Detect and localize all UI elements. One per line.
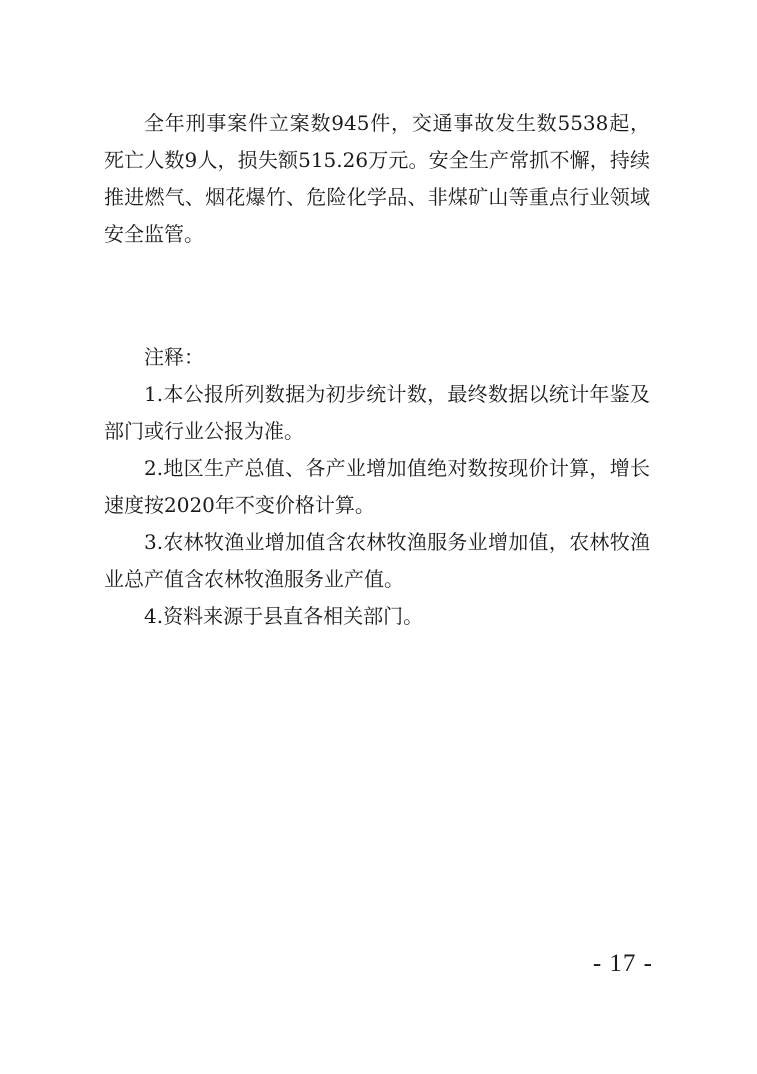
notes-heading: 注释：	[144, 345, 204, 369]
body-paragraph: 全年刑事案件立案数945件，交通事故发生数5538起，死亡人数9人，损失额515.26万元。安全生产常抓不懈，持续推进燃气、烟花爆竹、危险化学品、非煤矿山等重点行业领域安全监管。	[104, 111, 650, 246]
page-number: - 17 -	[592, 950, 653, 977]
note-item-4: 4.资料来源于县直各相关部门。	[144, 604, 424, 628]
body-section	[104, 105, 650, 253]
notes-section	[104, 339, 650, 635]
note-item-3: 3.农林牧渔业增加值含农林牧渔服务业增加值，农林牧渔业总产值含农林牧渔服务业产值。	[104, 530, 650, 591]
note-item-2: 2.地区生产总值、各产业增加值绝对数按现价计算，增长速度按2020年不变价格计算。	[104, 456, 650, 517]
note-item-1: 1.本公报所列数据为初步统计数，最终数据以统计年鉴及部门或行业公报为准。	[104, 382, 650, 443]
